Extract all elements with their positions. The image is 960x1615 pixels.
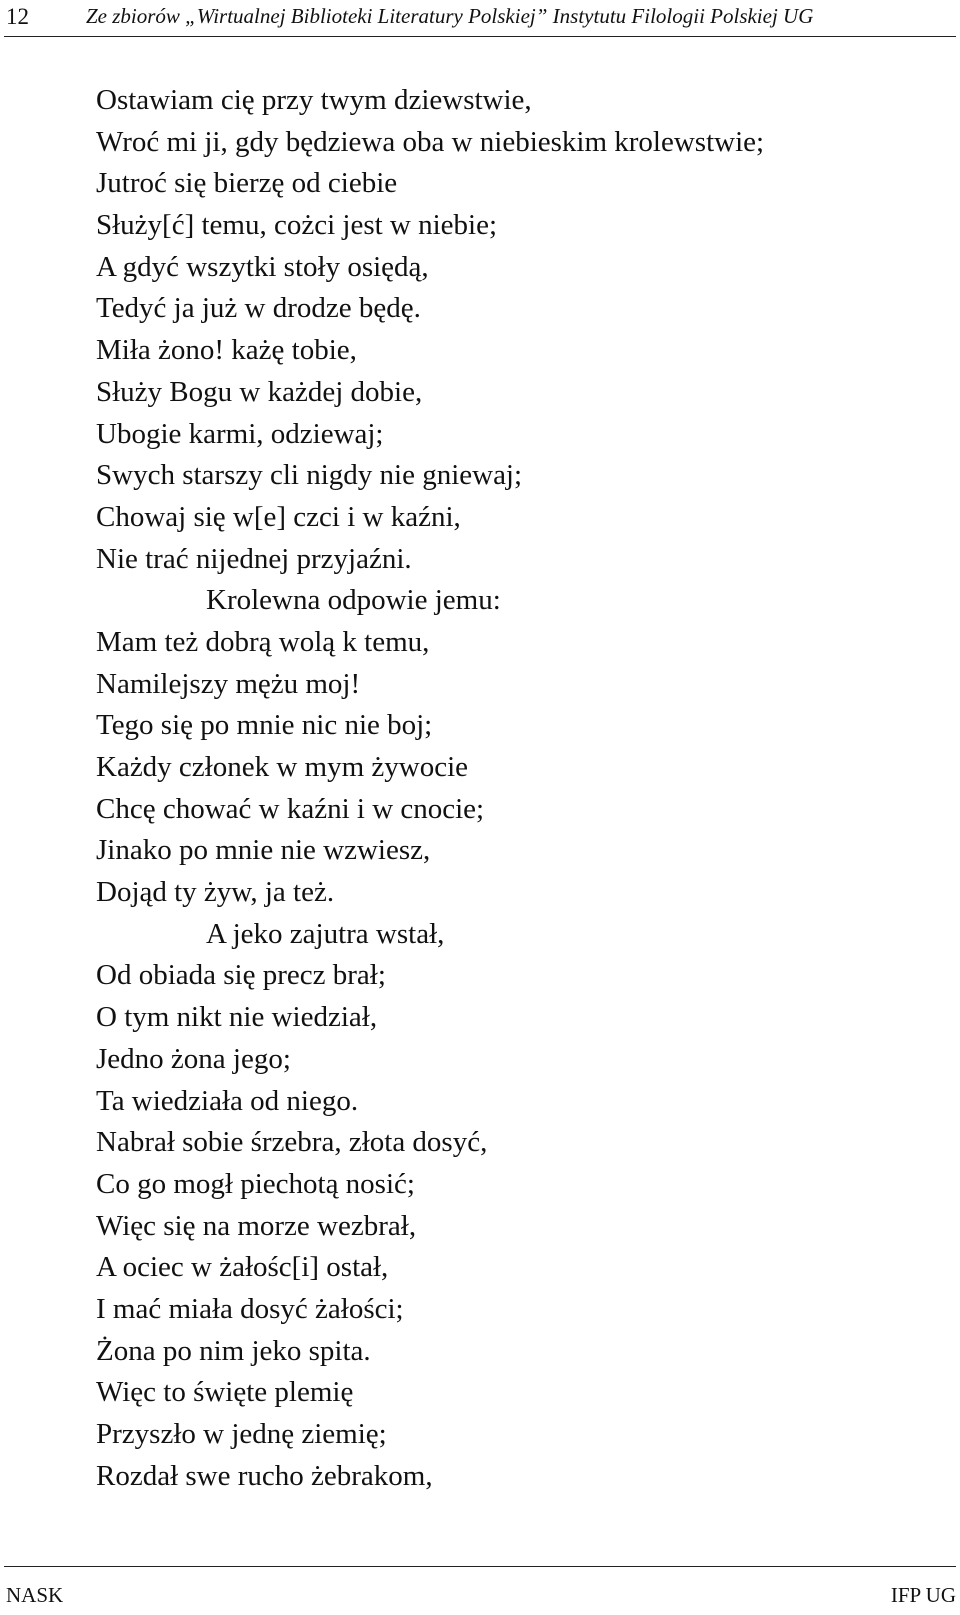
poem-line: Miła żono! każę tobie, (96, 334, 357, 367)
page-number: 12 (6, 4, 29, 29)
poem-line: Nabrał sobie śrzebra, złota dosyć, (96, 1126, 488, 1159)
poem-line: Więc to święte plemię (96, 1376, 354, 1409)
poem-line: Chcę chować w kaźni i w cnocie; (96, 792, 485, 825)
poem-line: Mam też dobrą wolą k temu, (96, 625, 430, 658)
poem-text (96, 80, 916, 1497)
poem-line: Co go mogł piechotą nosić; (96, 1167, 415, 1200)
poem-line: Każdy członek w mym żywocie (96, 751, 469, 783)
poem-line: Nie trać nijednej przyjaźni. (96, 542, 412, 575)
poem-line: O tym nikt nie wiedział, (96, 1001, 378, 1034)
poem-line: Chowaj się w[e] czci i w kaźni, (96, 500, 461, 533)
poem-line: Jedno żona jego; (96, 1042, 291, 1075)
poem-line: Więc się na morze wezbrał, (96, 1209, 417, 1242)
poem-line: Namilejszy mężu moj! (96, 667, 361, 700)
poem-line: A jeko zajutra wstał, (206, 917, 445, 950)
poem-line: Służy Bogu w każdej dobie, (96, 375, 423, 408)
poem-line: Służy[ć] temu, cożci jest w niebie; (96, 209, 498, 242)
poem-line: Dojąd ty żyw, ja też. (96, 876, 335, 909)
poem-line: Tego się po mnie nic nie boj; (96, 709, 433, 742)
poem-line: Przyszło w jednę ziemię; (96, 1418, 387, 1450)
poem-line: A gdyć wszytki stoły osiędą, (96, 250, 429, 283)
poem-line: Ostawiam cię przy twym dziewstwie, (96, 84, 532, 116)
footer-publisher: NASK (6, 1583, 64, 1607)
poem-line: Krolewna odpowie jemu: (206, 584, 501, 617)
page-header (4, 0, 956, 37)
poem-line: Jinako po mnie nie wzwiesz, (96, 834, 431, 867)
poem-line: Jutroć się bierzę od ciebie (96, 167, 398, 200)
poem-line: Żona po nim jeko spita. (96, 1334, 371, 1367)
poem-line: Ubogie karmi, odziewaj; (96, 417, 384, 450)
header-title: Ze zbiorów „Wirtualnej Biblioteki Literatury Polskiej” Instytutu Filologii Polskiej UG (86, 4, 814, 28)
poem-line: Ta wiedziała od niego. (96, 1084, 359, 1117)
footer-institute: IFP UG (890, 1583, 956, 1607)
page-footer (4, 1566, 956, 1615)
poem-line: A ociec w żałośc[i] ostał, (96, 1251, 389, 1284)
poem-line: Swych starszy cli nigdy nie gniewaj; (96, 459, 523, 492)
poem-line: Tedyć ja już w drodze będę. (96, 292, 421, 325)
poem-line: I mać miała dosyć żałości; (96, 1292, 404, 1325)
poem-line: Rozdał swe rucho żebrakom, (96, 1459, 433, 1492)
poem-line: Wroć mi ji, gdy będziewa oba w niebieskim krolewstwie; (96, 125, 765, 158)
poem-line: Od obiada się precz brał; (96, 959, 386, 992)
